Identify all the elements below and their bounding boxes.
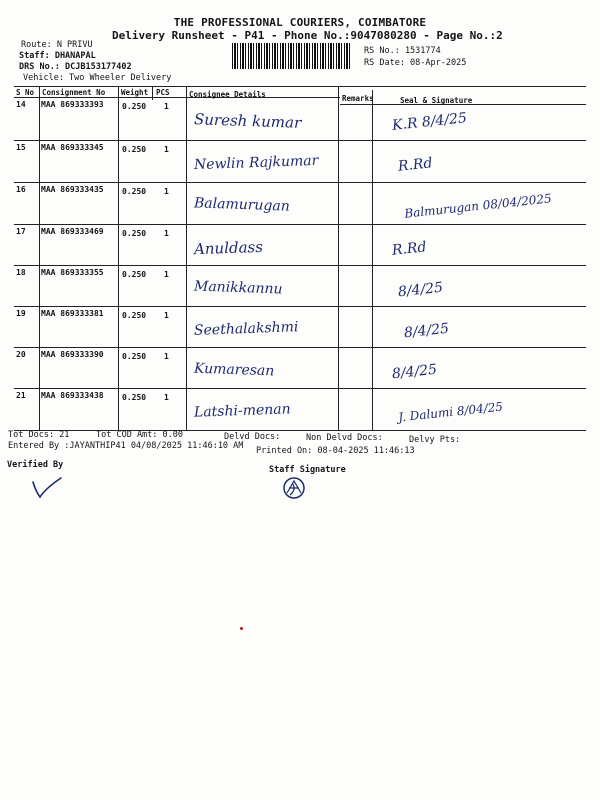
table-hline xyxy=(14,140,586,141)
row-sno: 20 xyxy=(16,350,26,359)
row-sno: 18 xyxy=(16,268,26,277)
delivered-docs: Delvd Docs: xyxy=(224,432,281,442)
row-pcs: 1 xyxy=(164,311,169,320)
row-consignee-handwritten: Latshi-menan xyxy=(193,401,291,421)
table-vline xyxy=(39,86,40,430)
staff-label: Staff: DHANAPAL xyxy=(19,51,96,61)
row-seal-signature: 8/4/25 xyxy=(403,320,450,342)
table-vline xyxy=(338,86,339,430)
row-consignment-no: MAA 869333393 xyxy=(41,100,104,109)
runsheet-subtitle: Delivery Runsheet - P41 - Phone No.:9047080280 - Page No.:2 xyxy=(112,29,503,42)
table-hline xyxy=(14,388,586,389)
table-hline xyxy=(14,265,586,266)
row-consignee-handwritten: Suresh kumar xyxy=(193,110,302,132)
table-hline xyxy=(14,347,586,348)
delivery-points: Delvy Pts: xyxy=(409,435,461,445)
col-sno: S No xyxy=(16,88,35,97)
row-weight: 0.250 xyxy=(122,393,147,402)
row-seal-signature: K.R 8/4/25 xyxy=(391,110,468,134)
row-consignment-no: MAA 869333345 xyxy=(41,143,104,152)
company-title: THE PROFESSIONAL COURIERS, COIMBATORE xyxy=(173,16,427,29)
verification-tick-icon xyxy=(30,476,64,500)
table-hline xyxy=(14,86,586,87)
row-weight: 0.250 xyxy=(122,229,147,238)
row-sno: 19 xyxy=(16,309,26,318)
table-vline xyxy=(118,86,119,430)
col-seal-signature: Seal & Signature xyxy=(400,96,473,105)
row-seal-signature: Balmurugan 08/04/2025 xyxy=(403,191,553,221)
row-pcs: 1 xyxy=(164,145,169,154)
table-hline xyxy=(14,97,340,98)
total-docs: Tot Docs: 21 xyxy=(8,430,70,440)
row-pcs: 1 xyxy=(164,352,169,361)
non-delivered-docs: Non Delvd Docs: xyxy=(306,433,383,443)
row-consignment-no: MAA 869333390 xyxy=(41,350,104,359)
row-weight: 0.250 xyxy=(122,102,147,111)
row-consignee-handwritten: Kumaresan xyxy=(193,360,275,380)
row-consignee-handwritten: Balamurugan xyxy=(193,195,291,215)
row-sno: 14 xyxy=(16,100,26,109)
row-seal-signature: J. Dalumi 8/04/25 xyxy=(397,399,504,425)
row-consignee-handwritten: Manikkannu xyxy=(193,278,283,298)
row-sno: 17 xyxy=(16,227,26,236)
table-vline xyxy=(152,86,153,100)
verified-by-label: Verified By xyxy=(7,460,64,470)
row-seal-signature: R.Rd xyxy=(397,155,434,175)
entered-by: Entered By :JAYANTHIP41 04/08/2025 11:46:10 AM xyxy=(8,441,244,451)
vehicle-label: Vehicle: Two Wheeler Delivery xyxy=(23,73,172,83)
col-consignee: Consignee Details xyxy=(189,90,266,99)
route-label: Route: N PRIVU xyxy=(21,40,93,50)
row-consignment-no: MAA 869333381 xyxy=(41,309,104,318)
row-seal-signature: R.Rd xyxy=(391,239,428,259)
drs-number: DRS No.: DCJB153177402 xyxy=(19,62,132,72)
row-weight: 0.250 xyxy=(122,311,147,320)
row-sno: 21 xyxy=(16,391,26,400)
row-sno: 16 xyxy=(16,185,26,194)
table-hline xyxy=(14,182,586,183)
rs-number: RS No.: 1531774 xyxy=(364,46,441,56)
row-pcs: 1 xyxy=(164,393,169,402)
table-hline xyxy=(14,224,586,225)
row-pcs: 1 xyxy=(164,187,169,196)
row-weight: 0.250 xyxy=(122,270,147,279)
table-vline xyxy=(372,90,373,430)
row-weight: 0.250 xyxy=(122,352,147,361)
col-pcs: PCS xyxy=(156,88,170,97)
staff-signature-mark xyxy=(281,475,309,501)
row-consignment-no: MAA 869333355 xyxy=(41,268,104,277)
row-consignment-no: MAA 869333438 xyxy=(41,391,104,400)
staff-signature-label: Staff Signature xyxy=(269,465,346,475)
row-consignment-no: MAA 869333469 xyxy=(41,227,104,236)
col-weight: Weight xyxy=(121,88,149,97)
row-consignee-handwritten: Newlin Rajkumar xyxy=(193,152,319,174)
row-seal-signature: 8/4/25 xyxy=(391,361,438,383)
printed-on: Printed On: 08-04-2025 11:46:13 xyxy=(256,446,415,456)
row-weight: 0.250 xyxy=(122,145,147,154)
table-hline xyxy=(14,306,586,307)
row-consignee-handwritten: Seethalakshmi xyxy=(193,319,299,339)
rs-date: RS Date: 08-Apr-2025 xyxy=(364,58,467,68)
row-sno: 15 xyxy=(16,143,26,152)
row-consignment-no: MAA 869333435 xyxy=(41,185,104,194)
row-seal-signature: 8/4/25 xyxy=(397,279,444,301)
row-consignee-handwritten: Anuldass xyxy=(193,237,264,259)
col-consignment: Consignment No xyxy=(42,88,106,97)
row-pcs: 1 xyxy=(164,270,169,279)
barcode xyxy=(232,43,350,69)
row-weight: 0.250 xyxy=(122,187,147,196)
row-pcs: 1 xyxy=(164,102,169,111)
row-pcs: 1 xyxy=(164,229,169,238)
total-cod-amount: Tot COD Amt: 0.00 xyxy=(96,430,183,440)
table-vline xyxy=(186,86,187,430)
col-remarks: Remarks xyxy=(342,94,374,103)
ink-speck xyxy=(240,627,243,630)
